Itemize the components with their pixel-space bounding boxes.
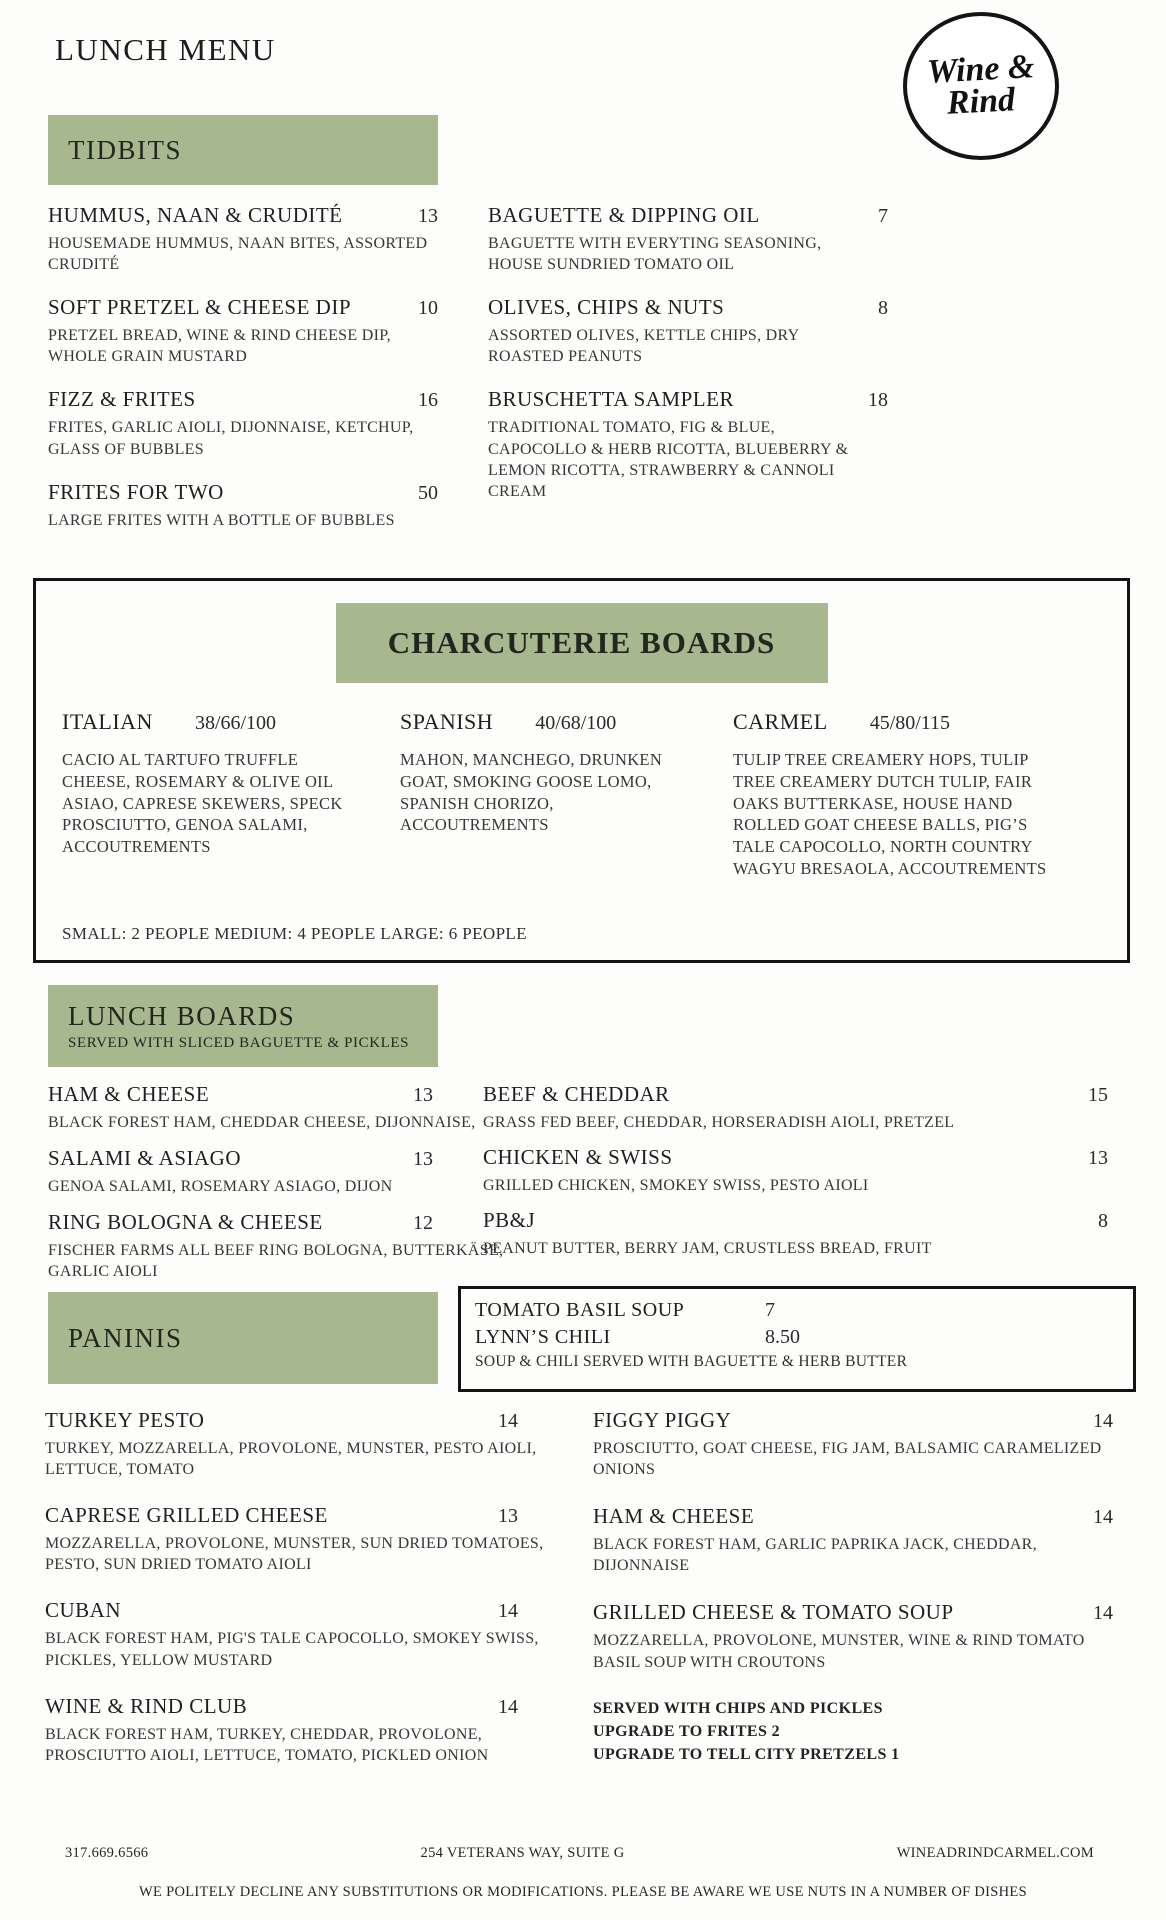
item-name: BAGUETTE & DIPPING OIL <box>488 203 760 227</box>
item-price: 8 <box>878 297 888 320</box>
item-name: GRILLED CHEESE & TOMATO SOUP <box>593 1600 954 1625</box>
menu-item <box>488 387 888 501</box>
soup-item <box>475 1326 1119 1349</box>
item-name: CAPRESE GRILLED CHEESE <box>45 1503 328 1528</box>
section-banner-lunch-boards <box>48 985 438 1067</box>
charcuterie-boards-row <box>36 683 1127 880</box>
footer-disclaimer: WE POLITELY DECLINE ANY SUBSTITUTIONS OR MODIFICATIONS. PLEASE BE AWARE WE USE NUTS IN A NUMBER OF DISHES <box>139 1884 1027 1900</box>
item-name: BRUSCHETTA SAMPLER <box>488 387 734 412</box>
item-price: 14 <box>498 1695 518 1718</box>
menu-item <box>488 295 888 367</box>
item-price: 7 <box>765 1299 775 1321</box>
item-name: CHICKEN & SWISS <box>483 1145 673 1170</box>
section-banner-tidbits <box>48 115 438 185</box>
board-name: ITALIAN <box>62 709 153 734</box>
board-prices: 38/66/100 <box>194 712 277 734</box>
item-price: 14 <box>498 1410 518 1432</box>
section-banner-paninis <box>48 1292 438 1384</box>
board-description: CACIO AL TARTUFO TRUFFLE CHEESE, ROSEMARY & OLIVE OIL ASIAO, CAPRESE SKEWERS, SPECK PROSCIUTTO, GENOA SALAMI, ACCOUTREMENTS <box>62 750 343 857</box>
item-name: TOMATO BASIL SOUP <box>475 1299 685 1321</box>
menu-item <box>48 387 438 459</box>
item-price: 13 <box>413 1148 433 1171</box>
item-description: ASSORTED OLIVES, KETTLE CHIPS, DRY ROASTED PEANUTS <box>488 327 799 366</box>
item-name: TURKEY PESTO <box>45 1408 205 1432</box>
menu-item <box>48 1082 483 1133</box>
item-description: HOUSEMADE HUMMUS, NAAN BITES, ASSORTED CRUDITÉ <box>48 235 428 274</box>
item-name: CUBAN <box>45 1598 122 1623</box>
tidbits-right-column <box>488 203 888 551</box>
menu-item <box>48 203 438 275</box>
menu-item <box>45 1598 545 1670</box>
logo-text-line1: Wine & <box>926 47 1036 91</box>
item-description: TURKEY, MOZZARELLA, PROVOLONE, MUNSTER, PESTO AIOLI, LETTUCE, TOMATO <box>45 1440 537 1479</box>
lunch-boards-left-column <box>48 1082 504 1295</box>
section-subheading: SERVED WITH SLICED BAGUETTE & PICKLES <box>68 1034 410 1051</box>
item-price: 14 <box>1093 1602 1113 1625</box>
item-description: PROSCIUTTO, GOAT CHEESE, FIG JAM, BALSAMIC CARAMELIZED ONIONS <box>593 1440 1102 1479</box>
item-name: WINE & RIND CLUB <box>45 1693 248 1718</box>
item-description: BAGUETTE WITH EVERYTING SEASONING, HOUSE SUNDRIED TOMATO OIL <box>488 235 822 274</box>
item-price: 7 <box>878 205 888 227</box>
item-name: OLIVES, CHIPS & NUTS <box>488 295 725 320</box>
menu-item <box>48 1146 483 1197</box>
lunch-boards-right-column <box>483 1082 1123 1295</box>
menu-item <box>483 1082 1123 1133</box>
item-description: MOZZARELLA, PROVOLONE, MUNSTER, WINE & RIND TOMATO BASIL SOUP WITH CROUTONS <box>593 1632 1085 1671</box>
item-price: 8 <box>1098 1210 1108 1233</box>
menu-item <box>48 480 438 531</box>
menu-item <box>593 1408 1138 1480</box>
menu-item <box>45 1408 545 1480</box>
charcuterie-board <box>400 709 695 880</box>
item-price: 12 <box>413 1212 433 1235</box>
item-name: HAM & CHEESE <box>593 1504 755 1529</box>
item-name: RING BOLOGNA & CHEESE <box>48 1210 323 1235</box>
item-description: BLACK FOREST HAM, GARLIC PAPRIKA JACK, CHEDDAR, DIJONNAISE <box>593 1536 1037 1575</box>
section-heading: LUNCH BOARDS <box>68 1000 296 1031</box>
footer-website: WINEADRINDCARMEL.COM <box>896 1845 1094 1861</box>
paninis-note-line: UPGRADE TO FRITES 2 <box>593 1722 781 1740</box>
charcuterie-board <box>62 709 362 880</box>
paninis-right-column <box>593 1408 1138 1789</box>
charcuterie-section-box <box>33 578 1130 963</box>
item-price: 8.50 <box>765 1326 800 1348</box>
item-price: 10 <box>418 297 438 320</box>
tidbits-section <box>48 203 888 551</box>
tidbits-left-column <box>48 203 438 551</box>
item-description: MOZZARELLA, PROVOLONE, MUNSTER, SUN DRIED TOMATOES, PESTO, SUN DRIED TOMATO AIOLI <box>45 1535 544 1574</box>
section-banner-charcuterie: CHARCUTERIE BOARDS <box>336 603 828 683</box>
menu-item <box>483 1145 1123 1196</box>
board-description: MAHON, MANCHEGO, DRUNKEN GOAT, SMOKING GOOSE LOMO, SPANISH CHORIZO, ACCOUTREMENTS <box>400 750 663 835</box>
item-price: 13 <box>418 205 438 227</box>
item-description: BLACK FOREST HAM, CHEDDAR CHEESE, DIJONNAISE, <box>48 1114 476 1131</box>
menu-item <box>593 1600 1138 1672</box>
section-heading: TIDBITS <box>68 134 182 165</box>
item-name: HUMMUS, NAAN & CRUDITÉ <box>48 203 343 227</box>
item-name: PB&J <box>483 1208 536 1233</box>
menu-item <box>593 1504 1138 1576</box>
footer <box>65 1845 1094 1862</box>
item-price: 16 <box>418 389 438 412</box>
menu-item <box>45 1503 545 1575</box>
item-price: 14 <box>1093 1506 1113 1529</box>
item-description: BLACK FOREST HAM, TURKEY, CHEDDAR, PROVOLONE, PROSCIUTTO AIOLI, LETTUCE, TOMATO, PICKLED ONION <box>45 1725 489 1764</box>
item-description: FISCHER FARMS ALL BEEF RING BOLOGNA, BUTTERKÄSE, GARLIC AIOLI <box>48 1242 504 1281</box>
item-price: 13 <box>413 1084 433 1106</box>
menu-item <box>48 295 438 367</box>
lunch-boards-section <box>48 1082 1123 1295</box>
paninis-note-line: UPGRADE TO TELL CITY PRETZELS 1 <box>593 1746 900 1764</box>
item-price: 13 <box>498 1505 518 1528</box>
item-description: TRADITIONAL TOMATO, FIG & BLUE, CAPOCOLLO & HERB RICOTTA, BLUEBERRY & LEMON RICOTTA, STRAWBERRY & CANNOLI CREAM <box>488 419 849 500</box>
menu-item <box>48 1210 504 1282</box>
board-name: CARMEL <box>733 709 828 734</box>
item-description: FRITES, GARLIC AIOLI, DIJONNAISE, KETCHUP, GLASS OF BUBBLES <box>48 419 414 458</box>
menu-item <box>45 1694 545 1766</box>
board-description: TULIP TREE CREAMERY HOPS, TULIP TREE CREAMERY DUTCH TULIP, FAIR OAKS BUTTERKASE, HOUSE HAND ROLLED GOAT CHEESE BALLS, PIG’S TALE CAPOCOLLO, NORTH COUNTRY WAGYU BRESAOLA, ACCOUTREMENTS <box>733 750 1047 878</box>
soup-box <box>458 1286 1136 1392</box>
soup-item <box>475 1299 1119 1322</box>
item-description: LARGE FRITES WITH A BOTTLE OF BUBBLES <box>48 511 395 529</box>
item-price: 50 <box>418 481 438 504</box>
wine-and-rind-logo <box>903 12 1059 160</box>
charcuterie-board <box>733 709 1069 880</box>
board-prices: 45/80/115 <box>869 712 951 734</box>
item-price: 13 <box>1088 1147 1108 1170</box>
page-title: LUNCH MENU <box>55 32 276 67</box>
item-price: 14 <box>498 1600 518 1623</box>
footer-address: 254 VETERANS WAY, SUITE G <box>420 1845 625 1861</box>
board-size-note: SMALL: 2 PEOPLE MEDIUM: 4 PEOPLE LARGE: 6 PEOPLE <box>62 924 527 943</box>
item-description: BLACK FOREST HAM, PIG'S TALE CAPOCOLLO, SMOKEY SWISS, PICKLES, YELLOW MUSTARD <box>45 1630 539 1669</box>
soup-note: SOUP & CHILI SERVED WITH BAGUETTE & HERB BUTTER <box>475 1353 908 1370</box>
item-price: 14 <box>1093 1410 1113 1432</box>
item-name: LYNN’S CHILI <box>475 1326 611 1348</box>
footer-phone: 317.669.6566 <box>65 1845 149 1861</box>
board-name: SPANISH <box>400 709 494 734</box>
item-price: 18 <box>868 389 888 412</box>
item-name: SALAMI & ASIAGO <box>48 1146 242 1171</box>
item-description: PEANUT BUTTER, BERRY JAM, CRUSTLESS BREAD, FRUIT <box>483 1240 932 1258</box>
paninis-left-column <box>45 1408 545 1789</box>
item-name: HAM & CHEESE <box>48 1082 210 1106</box>
paninis-section <box>45 1408 1138 1789</box>
item-name: FRITES FOR TWO <box>48 479 224 504</box>
item-name: FIZZ & FRITES <box>48 387 196 412</box>
menu-item <box>488 203 888 275</box>
item-description: GRASS FED BEEF, CHEDDAR, HORSERADISH AIOLI, PRETZEL <box>483 1114 955 1131</box>
logo-text-line2: Rind <box>946 81 1016 122</box>
item-description: PRETZEL BREAD, WINE & RIND CHEESE DIP, WHOLE GRAIN MUSTARD <box>48 327 391 366</box>
item-description: GRILLED CHICKEN, SMOKEY SWISS, PESTO AIOLI <box>483 1177 869 1195</box>
item-name: FIGGY PIGGY <box>593 1408 732 1432</box>
item-price: 15 <box>1088 1084 1108 1106</box>
section-heading: PANINIS <box>68 1322 183 1353</box>
item-name: SOFT PRETZEL & CHEESE DIP <box>48 295 352 320</box>
paninis-notes <box>593 1697 1138 1767</box>
item-name: BEEF & CHEDDAR <box>483 1082 670 1106</box>
menu-item <box>483 1208 1123 1259</box>
board-prices: 40/68/100 <box>535 712 617 734</box>
paninis-note-line: SERVED WITH CHIPS AND PICKLES <box>593 1699 883 1717</box>
item-description: GENOA SALAMI, ROSEMARY ASIAGO, DIJON <box>48 1178 393 1196</box>
